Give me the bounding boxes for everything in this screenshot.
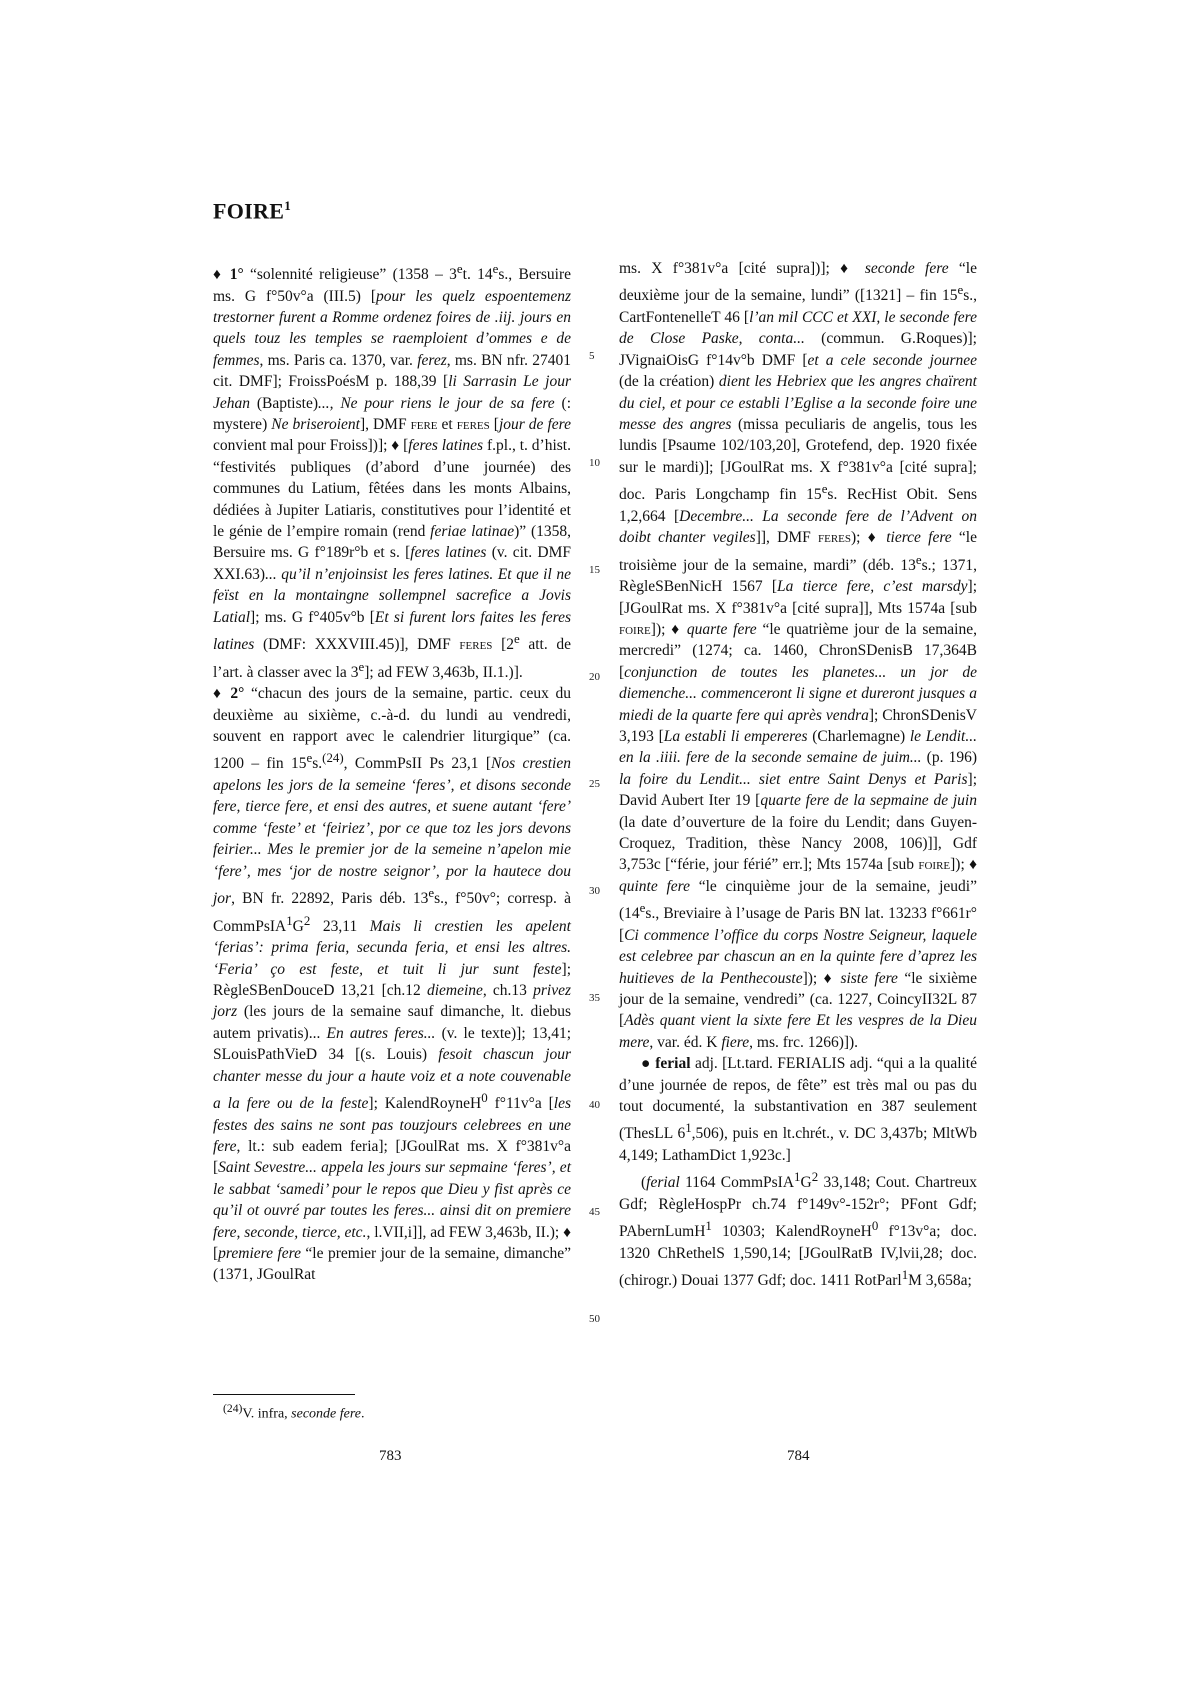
diamond-bullet-icon: ♦ <box>213 266 224 284</box>
sense-1-paragraph: ♦ 1° “solennité religieuse” (1358 – 3et. 14es., Bersuire ms. G f°50v°a (III.5) [pour les quelz espoentemenz trestorner furent a Romme ordenez foires de .iij. jours en quels touz les temples se raemploient d’ommes e de femmes, ms. Paris ca. 1370, var. ferez, ms. BN nfr. 27401 cit. DMF]; FroissPoésM p. 188,39 [li Sarrasin Le jour Jehan (Baptiste)..., Ne pour riens le jour de sa fere (: mystere) Ne briseroient], DMF fere et feres [jour de fere convient mal pour Froiss])]; ♦ [feres latines f.pl., t. d’hist. “festivités publiques (d’abord d’une journée) des communes du Latium, fêtées dans les monts Albains, dédiées à Jupiter Latiaris, constitutives pour l’identité et le génie de l’empire romain (rend feriae latinae)” (1358, Bersuire ms. G f°189r°b et s. [feres latines (v. cit. DMF XXI.63)... qu’il n’enjoinsist les feres latines. Et que il ne feïst en la montaingne sollempnel sacrefice a Jovis Latial]; ms. G f°405v°b [Et si furent lors faites les feres latines (DMF: XXXVIII.45)], DMF feres [2e att. de l’art. à classer avec la 3e]; ad FEW 3,463b, II.1.)]. <box>213 261 572 681</box>
sense-2-paragraph: ♦ 2° “chacun des jours de la semaine, partic. ceux du deuxième au sixième, c.-à-d. du lundi au vendredi, souvent en rapport avec le calendrier liturgique” (ca. 1200 – fin 15es.$^{(24)}$, CommPsII Ps 23,1 [Nos crestien apelons les jors de la semeine ‘feres’, et disons seconde fere, tierce fere, et ensi des autres, et suene autant ‘fere’ comme ‘feste’ et ‘feiriez’, por ce que toz les jors devons feirier... Mes le premier jor de la semeine n’apelon mie ‘fere’, mes ‘jor de nostre seignor’, por la hautece dou jor, BN fr. 22892, Paris déb. 13es., f°50v°; corresp. à $CommPsIA^1G^2$ 23,11 Mais li crestien les apelent ‘ferias’: prima feria, secunda feria, et ensi les altres. ‘Feria’ ço est feste, et tuit li jur sunt feste]; RègleSBenDouceD 13,21 [ch.12 diemeine, ch.13 privez jorz (les jours de la semaine sauf dimanche, lt. diebus autem privatis)... En autres feres... (v. le texte)]; 13,41; SLouisPathVieD 34 [(s. Louis) fesoit chascun jour chanter messe du jour a haute voiz et a note couvenable a la fere ou de la feste]; KalendRoyneH$^0$ f°11v°a [les festes des sains ne sont pas touzjours celebrees en une fere, lt.: sub eadem feria]; [JGoulRat ms. X f°381v°a [Saint Sevestre... appela les jours sur sepmaine ‘feres’, et le sabbat ‘samedi’ pour le repos que Dieu y fist après ce qu’il ot ouvré par toutes les feres... ainsi dit on premiere fere, seconde, tierce, etc., l.VII,i]], ad FEW 3,463b, II.); ♦ [premiere fere “le premier jour de la semaine, dimanche” (1371, JGoulRat <box>213 685 572 1284</box>
ferial-entry-paragraph: ● ferial adj. [Lt.tard. FERIALIS adj. “qui a la qualité d’une journée de repos, de fête” est très mal ou pas du tout documenté, la substantivation en 387 seulement (ThesLL $6^1,506$), puis en lt.chrét., v. DC 3,437b; MltWb 4,149; LathamDict 1,923c.] <box>619 1055 978 1165</box>
footnote-divider <box>213 1394 355 1395</box>
line-number: 35 <box>589 992 600 1004</box>
footnote-reference[interactable]: (24) <box>322 750 344 766</box>
round-bullet-icon: ● <box>641 1055 651 1073</box>
line-number: 30 <box>589 885 600 897</box>
line-number: 50 <box>589 1313 600 1325</box>
entry-heading <box>213 198 291 224</box>
line-number: 25 <box>589 778 600 790</box>
line-number: 40 <box>589 1099 600 1111</box>
line-number: 10 <box>589 457 600 469</box>
ferial-attestations-paragraph: (ferial 1164 $CommPsIA^1G^2$ 33,148; Cout. Chartreux Gdf; RègleHospPr ch.74 f°149v°-152r°; PFont Gdf; PAbernLumH$^1$ 10303; KalendRoyneH$^0$ f°13v°a; doc. 1320 ChRethelS 1,590,14; [JGoulRatB IV,lvii,28; doc. (chirogr.) Douai 1377 Gdf; doc. 1411 RotParl$^1$M 3,658a; <box>619 1169 978 1290</box>
line-number: 45 <box>589 1206 600 1218</box>
left-column <box>213 258 571 1286</box>
right-column <box>619 258 977 1292</box>
diamond-bullet-icon: ♦ <box>213 685 224 703</box>
line-number: 15 <box>589 564 600 576</box>
heading-word: FOIRE <box>213 198 285 224</box>
footnote: $^{(24)}$V. infra, seconde fere. <box>223 1402 365 1422</box>
line-number: 5 <box>589 350 595 362</box>
sense-2-continuation: ms. X f°381v°a [cité supra])]; ♦ seconde fere “le deuxième jour de la semaine, lundi” ([1321] – fin 15es., CartFontenelleT 46 [l’an mil CCC et XXI, le seconde fere de Close Paske, conta... (commun. G.Roques)]; JVignaiOisG f°14v°b DMF [et a cele seconde journee (de la création) dient les Hebriex que les angres chaïrent du ciel, et pour ce establi l’Eglise a la seconde foire une messe des angres (missa peculiaris de angelis, tous les lundis [Psaume 102/103,20], Grotefend, dep. 1920 fixée sur le mardi)]; [JGoulRat ms. X f°381v°a [cité supra]; doc. Paris Longchamp fin 15es. RecHist Obit. Sens 1,2,664 [Decembre... La seconde fere de l’Advent on doibt chanter vegiles]], DMF feres); ♦ tierce fere “le troisième jour de la semaine, mardi” (déb. 13es.; 1371, RègleSBenNicH 1567 [La tierce fere, c’est marsdy]; [JGoulRat ms. X f°381v°a [cité supra]], Mts 1574a [sub foire]); ♦ quarte fere “le quatrième jour de la semaine, mercredi” (1274; ca. 1460, ChronSDenisB 17,364B [conjunction de toutes les planetes... un jor de diemenche... commenceront li signe et dureront jusques a miedi de la quarte fere qui après vendra]; ChronSDenisV 3,193 [La establi li empereres (Charlemagne) le Lendit... en la .iiii. fere de la seconde semaine de juim... (p. 196) la foire du Lendit... siet entre Saint Denys et Paris]; David Aubert Iter 19 [quarte fere de la sepmaine de juin (la date d’ouverture de la foire du Lendit; dans Guyen-Croquez, Tradition, thèse Nancy 2008, 106)]], Gdf 3,753c [“férie, jour férié” err.]; Mts 1574a [sub foire]); ♦ quinte fere “le cinquième jour de la semaine, jeudi” (14es., Breviaire à l’usage de Paris BN lat. 13233 f°661r° [Ci commence l’office du corps Nostre Seigneur, laquele est celebree par chascun an en la quinte fere d’aprez les huitieves de la Penthecouste]); ♦ siste fere “le sixième jour de la semaine, vendredi” (ca. 1227, CoincyII32L 87 [Adès quant vient la sixte fere Et les vespres de la Dieu mere, var. éd. K fiere, ms. frc. 1266)]). <box>619 260 978 1051</box>
footnote-mark: (24) <box>223 1402 243 1415</box>
line-number: 20 <box>589 671 600 683</box>
subentry-headword: ferial <box>655 1055 691 1073</box>
page-number-left: 783 <box>379 1448 402 1464</box>
page-number-right: 784 <box>787 1448 810 1464</box>
heading-superscript: 1 <box>284 198 291 213</box>
